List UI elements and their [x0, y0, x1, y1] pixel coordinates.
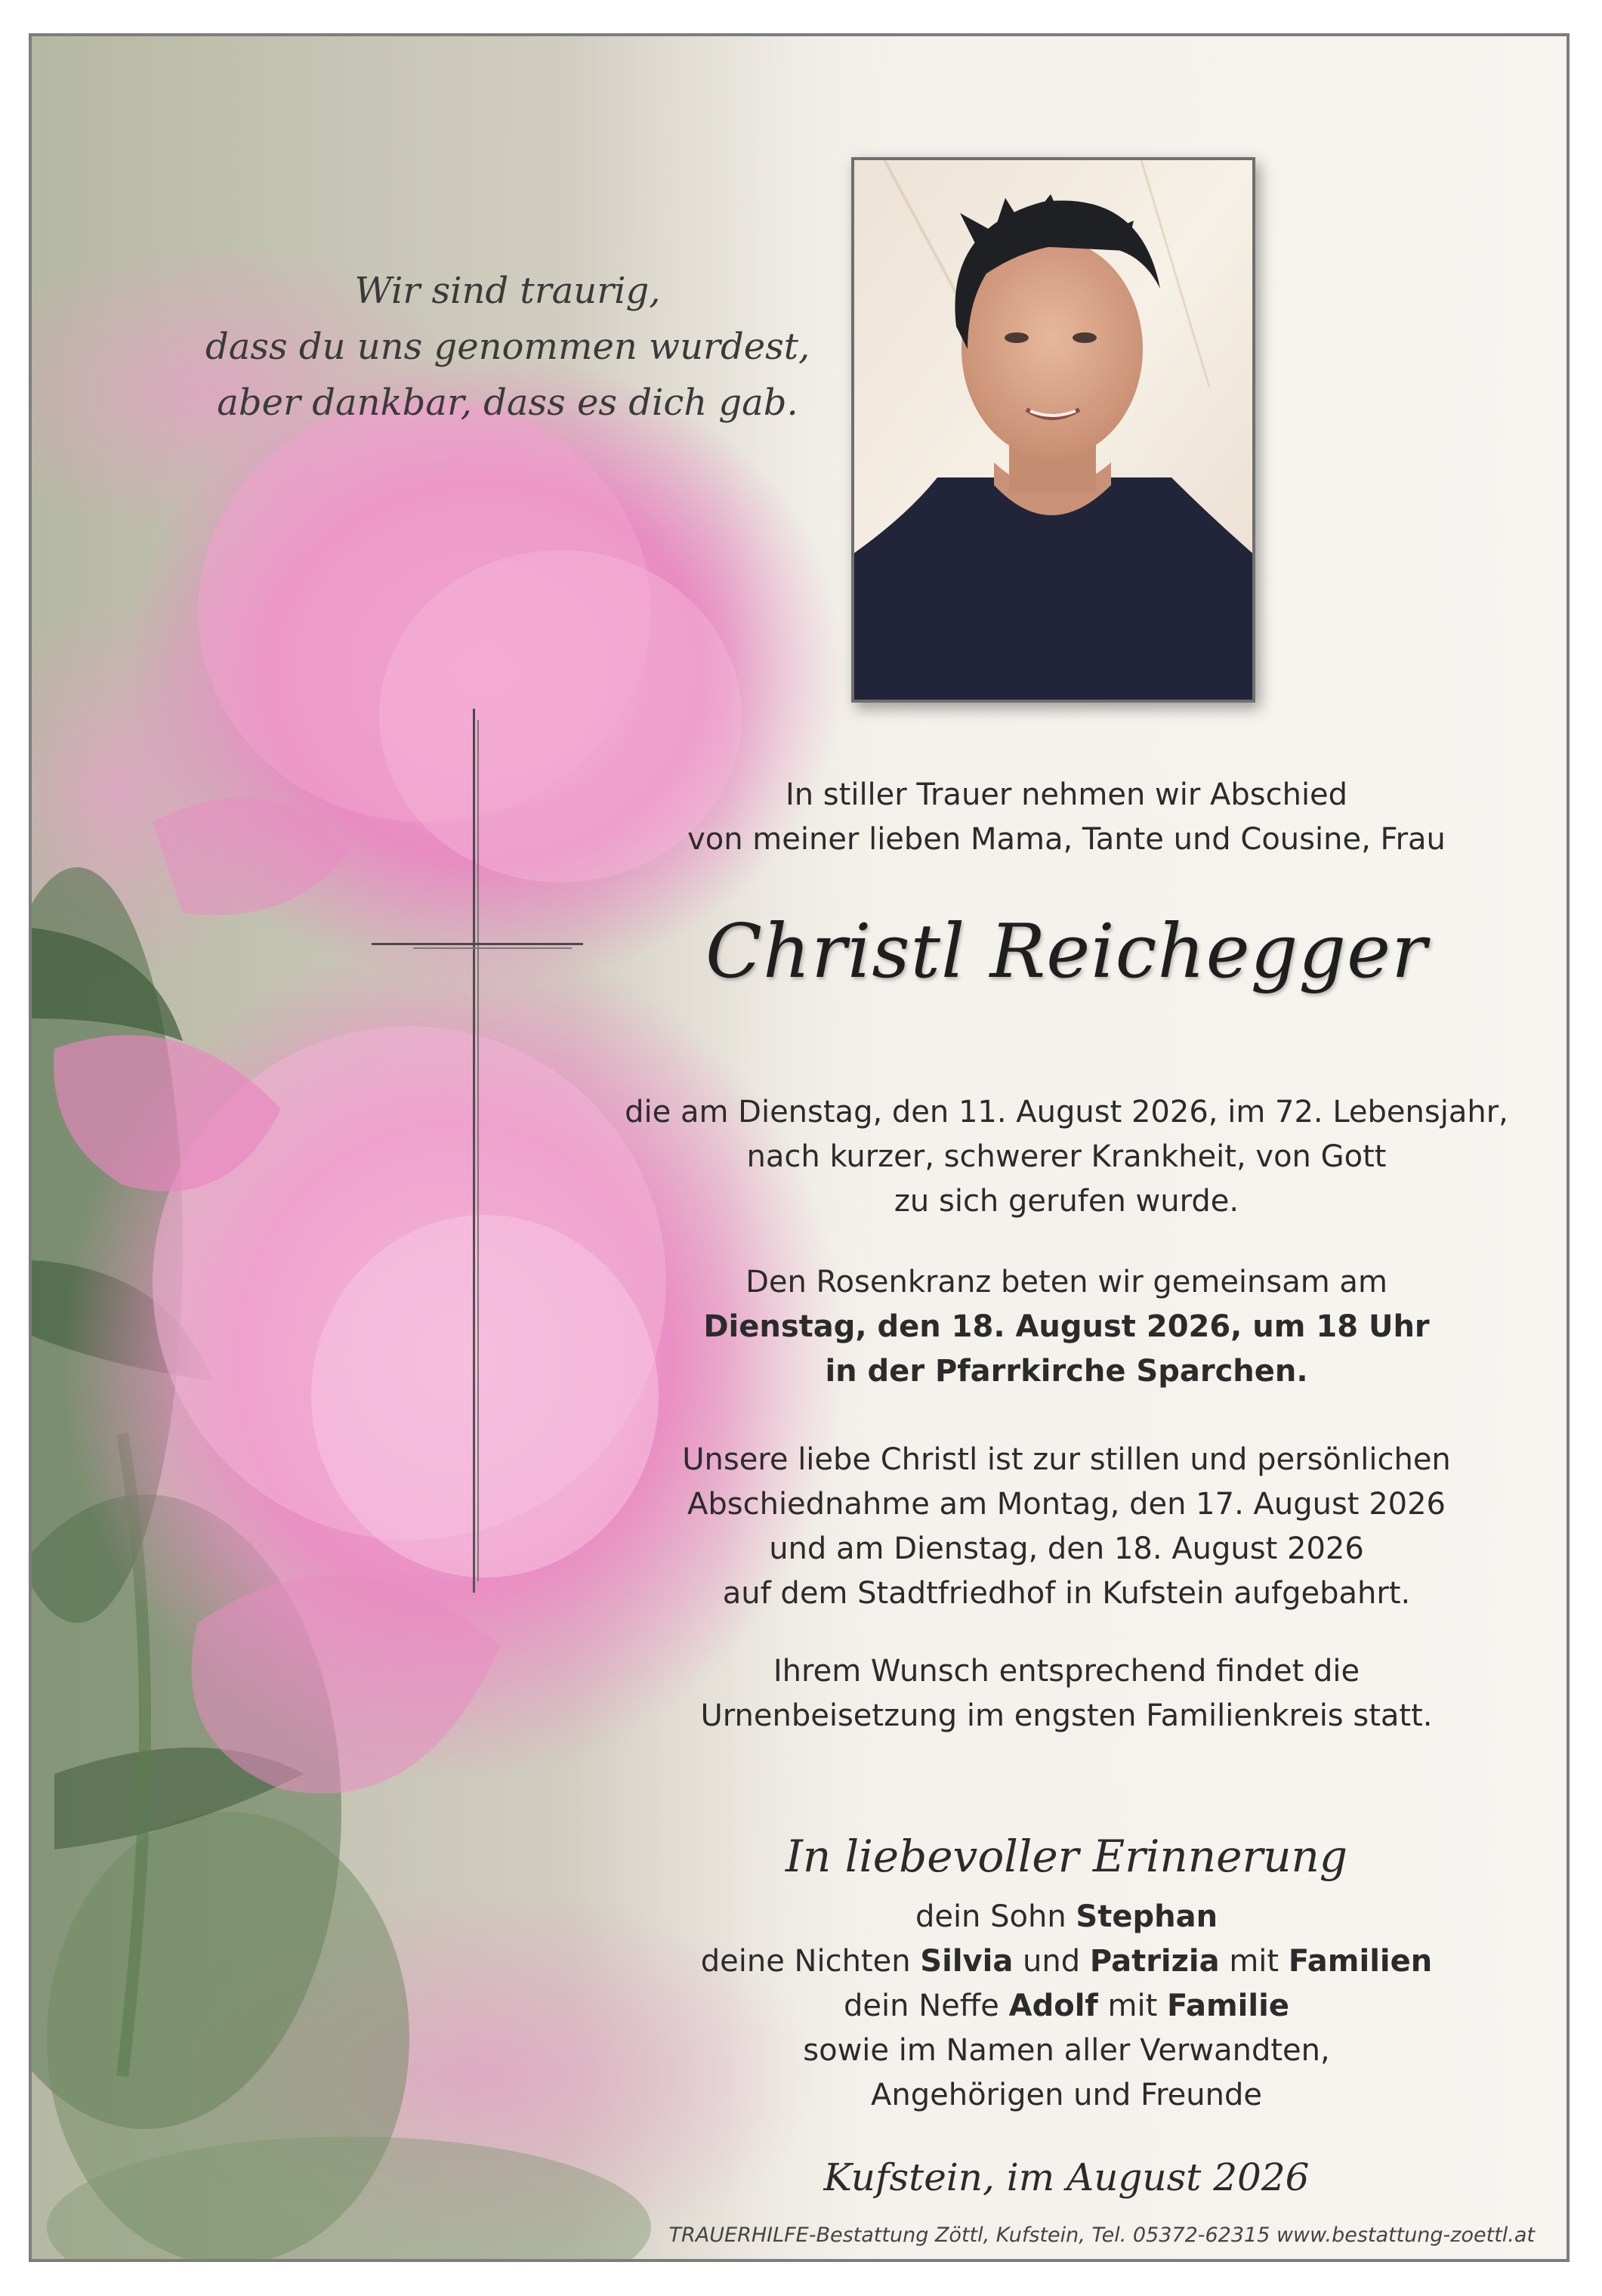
conjunction: mit: [1107, 1989, 1158, 2023]
obituary-card: [29, 33, 1570, 2262]
intro-paragraph: [598, 773, 1535, 862]
viewing-line: Abschiednahme am Montag, den 17. August 2026: [687, 1487, 1446, 1522]
rosary-location: in der Pfarrkirche Sparchen.: [825, 1354, 1308, 1389]
poem-line: dass du uns genommen wurdest,: [205, 326, 810, 368]
friends-line: Angehörigen und Freunde: [871, 2078, 1262, 2112]
viewing-paragraph: [598, 1438, 1535, 1616]
nephew-name: Adolf: [1008, 1989, 1098, 2023]
poem-line: aber dankbar, dass es dich gab.: [217, 382, 798, 424]
nieces-prefix: deine Nichten: [700, 1944, 911, 1979]
death-notice-line: nach kurzer, schwerer Krankheit, von Gott: [746, 1139, 1387, 1174]
portrait-photo: [851, 157, 1255, 703]
cross-horizontal-line-shadow: [413, 947, 572, 949]
cross-horizontal-line: [372, 943, 583, 945]
son-prefix: dein Sohn: [915, 1899, 1066, 1934]
conjunction: und: [1023, 1944, 1081, 1979]
deceased-name: Christl Reichegger: [705, 909, 1428, 995]
memorial-poem: [205, 263, 810, 431]
mourners-list: [598, 1895, 1535, 2118]
niece-name: Patrizia: [1089, 1944, 1220, 1979]
family-label: Familie: [1167, 1989, 1289, 2023]
rosary-date: Dienstag, den 18. August 2026, um 18 Uhr: [703, 1309, 1430, 1344]
intro-line: In stiller Trauer nehmen wir Abschied: [785, 777, 1348, 812]
viewing-line: und am Dienstag, den 18. August 2026: [769, 1531, 1364, 1566]
nephew-prefix: dein Neffe: [844, 1989, 999, 2023]
burial-line: Urnenbeisetzung im engsten Familienkreis statt.: [700, 1698, 1433, 1733]
rosary-paragraph: [598, 1260, 1535, 1394]
rosary-line: Den Rosenkranz beten wir gemeinsam am: [745, 1265, 1387, 1299]
mourner-line-nephew: [598, 1984, 1535, 2029]
memory-heading: In liebevoller Erinnerung: [785, 1831, 1348, 1882]
place-date: Kufstein, im August 2026: [823, 2155, 1310, 2199]
intro-line: von meiner lieben Mama, Tante und Cousine, Frau: [687, 822, 1446, 857]
cross-vertical-line-shadow: [477, 720, 479, 1581]
conjunction: mit: [1229, 1944, 1279, 1979]
death-notice-line: die am Dienstag, den 11. August 2026, im 72. Lebensjahr,: [625, 1095, 1508, 1129]
burial-paragraph: [598, 1649, 1535, 1738]
cross-vertical-line: [473, 709, 475, 1593]
death-notice-paragraph: [598, 1090, 1535, 1224]
viewing-line: auf dem Stadtfriedhof in Kufstein aufgebahrt.: [722, 1576, 1411, 1611]
relatives-line: sowie im Namen aller Verwandten,: [803, 2033, 1330, 2068]
death-notice-line: zu sich gerufen wurde.: [894, 1184, 1239, 1219]
funeral-home-footer: TRAUERHILFE-Bestattung Zöttl, Kufstein, Tel. 05372-62315 www.bestattung-zoettl.at: [668, 2223, 1535, 2247]
families-label: Familien: [1288, 1944, 1433, 1979]
son-name: Stephan: [1076, 1899, 1218, 1934]
poem-line: Wir sind traurig,: [354, 270, 661, 312]
niece-name: Silvia: [920, 1944, 1014, 1979]
burial-line: Ihrem Wunsch entsprechend findet die: [773, 1654, 1360, 1689]
viewing-line: Unsere liebe Christl ist zur stillen und persönlichen: [682, 1442, 1451, 1477]
mourner-line-nieces: [598, 1939, 1535, 1984]
mourner-line-son: [598, 1895, 1535, 1939]
